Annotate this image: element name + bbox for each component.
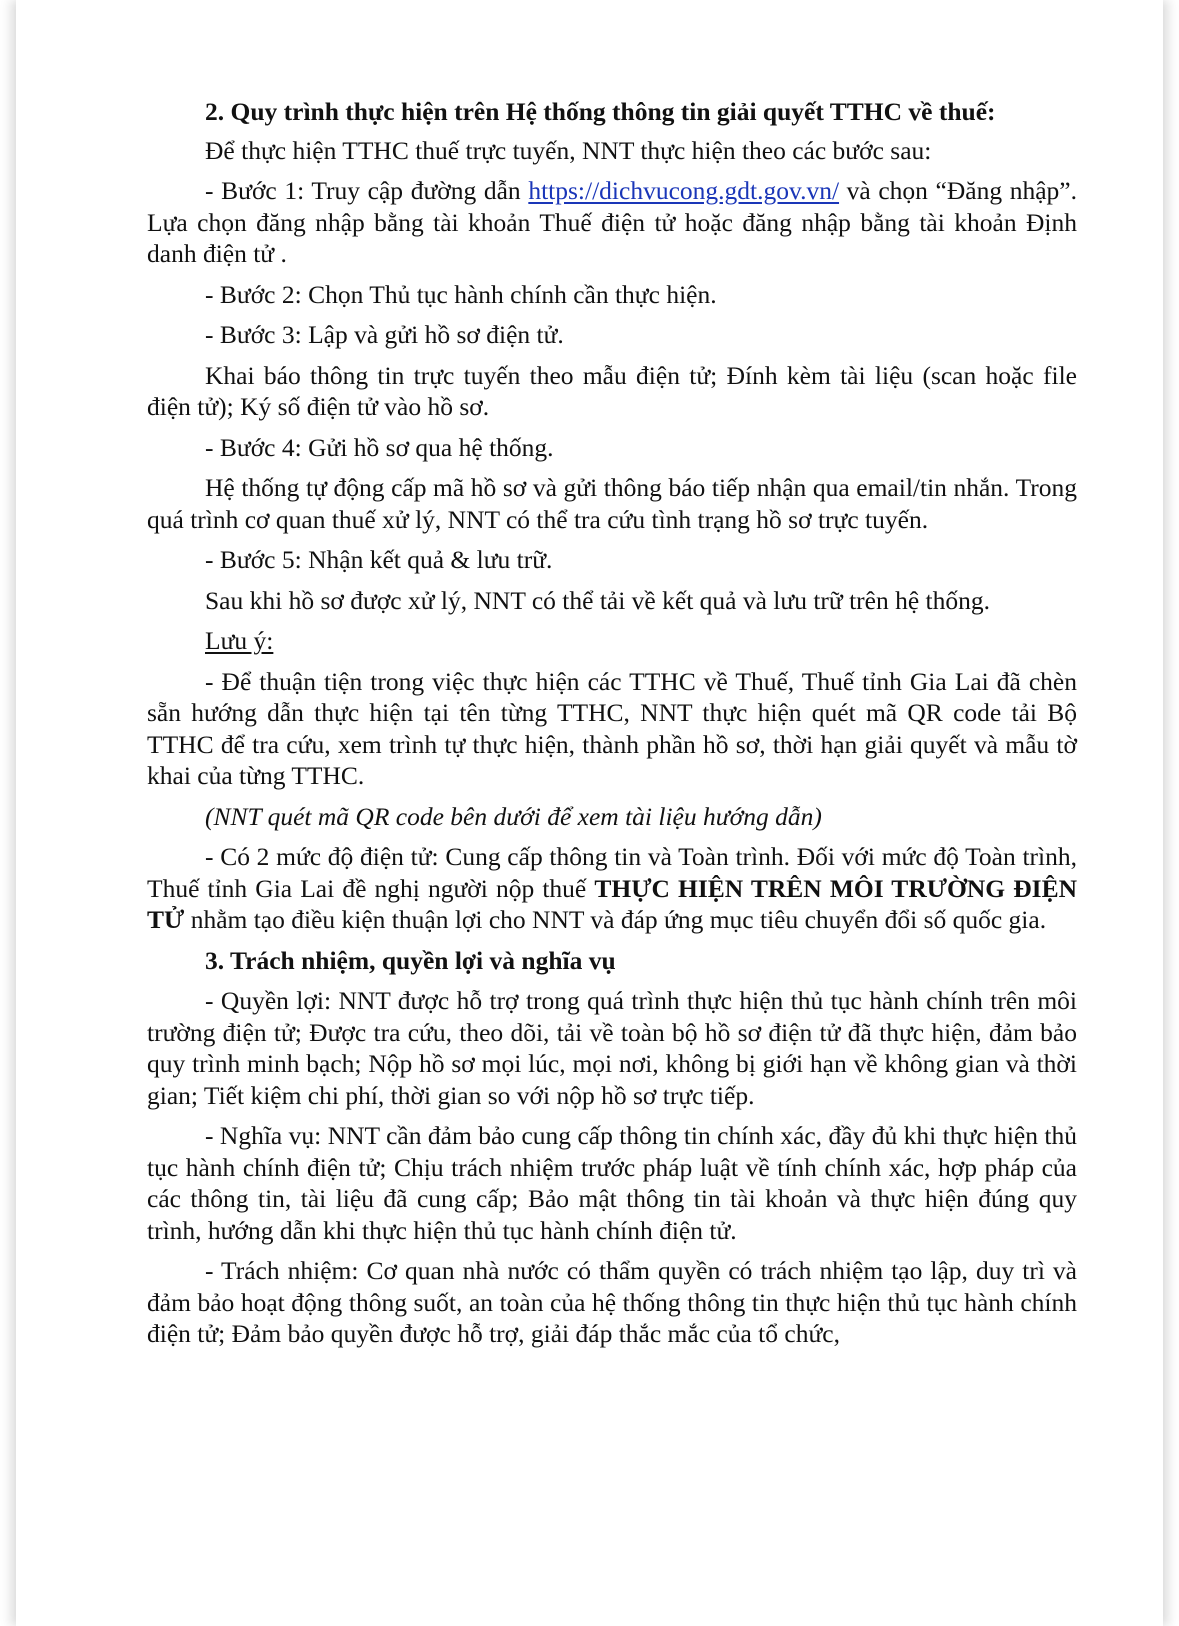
note-2-emphasis: THỰC HIỆN TRÊN MÔI TRƯỜNG ĐIỆN TỬ [147, 873, 1077, 934]
section-2-intro: Để thực hiện TTHC thuế trực tuyến, NNT thực hiện theo các bước sau: [205, 135, 932, 165]
step-1-paragraph [147, 175, 1077, 270]
step-3-paragraph: - Bước 3: Lập và gửi hồ sơ điện tử. [205, 320, 564, 349]
responsibility-paragraph: - Trách nhiệm: Cơ quan nhà nước có thẩm quyền có trách nhiệm tạo lập, duy trì và đảm bảo hoạt động thông suốt, an toàn của hệ thống thông tin thực hiện thủ tục hành chính điện tử; Đảm bảo quyền được hỗ trợ, giải đáp thắc mắc của tổ chức, [147, 1256, 1077, 1348]
note-2-paragraph [147, 841, 1077, 936]
section-2-heading [147, 96, 1077, 128]
note-label-line [147, 625, 1077, 657]
section-2-title: . Quy trình thực hiện trên Hệ thống thông tin giải quyết TTHC về thuế: [217, 97, 996, 126]
step-1-text-before: - Bước 1: Truy cập đường dẫn [205, 176, 529, 205]
step-4-paragraph: - Bước 4: Gửi hồ sơ qua hệ thống. [205, 432, 554, 462]
step-5-detail: Sau khi hồ sơ được xử lý, NNT có thể tải về kết quả và lưu trữ trên hệ thống. [205, 585, 991, 615]
note-label: Lưu ý: [205, 626, 274, 655]
obligations-paragraph: - Nghĩa vụ: NNT cần đảm bảo cung cấp thông tin chính xác, đầy đủ khi thực hiện thủ tục hành chính điện tử; Chịu trách nhiệm trước pháp luật về tính chính xác, hợp pháp của các thông tin, tài liệu đã cung cấp; Bảo mật thông tin tài khoản và thực hiện đúng quy trình, hướng dẫn khi thực hiện thủ tục hành chính điện tử. [147, 1121, 1077, 1245]
section-2-number: 2 [205, 97, 218, 126]
step-3-detail: Khai báo thông tin trực tuyến theo mẫu điện tử; Đính kèm tài liệu (scan hoặc file điện tử); Ký số điện tử vào hồ sơ. [147, 360, 1077, 421]
section-3-heading: 3. Trách nhiệm, quyền lợi và nghĩa vụ [205, 945, 616, 975]
step-1-text-after: và chọn “Đăng nhập”. Lựa chọn đăng nhập bằng tài khoản Thuế điện tử hoặc đăng nhập bằng tài khoản Định danh điện tử . [147, 176, 1078, 268]
note-2-text-before: - Có 2 mức độ điện tử: Cung cấp thông tin và Toàn trình. Đối với mức độ Toàn trình, Thuế tỉnh Gia Lai đề nghị người nộp thuế [147, 842, 1077, 903]
dichvucong-link[interactable]: https://dichvucong.gdt.gov.vn/ [528, 176, 840, 205]
step-2-paragraph: - Bước 2: Chọn Thủ tục hành chính cần thực hiện. [205, 279, 717, 309]
note-1-paragraph: - Để thuận tiện trong việc thực hiện các TTHC về Thuế, Thuế tỉnh Gia Lai đã chèn sẵn hướng dẫn thực hiện tại tên từng TTHC, NNT thực hiện quét mã QR code tải Bộ TTHC để tra cứu, xem trình tự thực hiện, thành phần hồ sơ, thời hạn giải quyết và mẫu tờ khai của từng TTHC. [147, 666, 1077, 790]
step-4-detail: Hệ thống tự động cấp mã hồ sơ và gửi thông báo tiếp nhận qua email/tin nhắn. Trong quá trình cơ quan thuế xử lý, NNT có thể tra cứu tình trạng hồ sơ trực tuyến. [147, 473, 1077, 534]
note-1-qr-instruction: (NNT quét mã QR code bên dưới để xem tài liệu hướng dẫn) [205, 801, 822, 831]
step-5-paragraph: - Bước 5: Nhận kết quả & lưu trữ. [205, 545, 553, 574]
note-2-text-after: nhằm tạo điều kiện thuận lợi cho NNT và đáp ứng mục tiêu chuyển đổi số quốc gia. [184, 905, 1047, 934]
rights-paragraph: - Quyền lợi: NNT được hỗ trợ trong quá trình thực hiện thủ tục hành chính trên môi trường điện tử; Được tra cứu, theo dõi, tải về toàn bộ hồ sơ điện tử đã thực hiện, đảm bảo quy trình minh bạch; Nộp hồ sơ mọi lúc, mọi nơi, không bị giới hạn về không gian và thời gian; Tiết kiệm chi phí, thời gian so với nộp hồ sơ trực tiếp. [147, 986, 1077, 1110]
document-content [147, 96, 1077, 1350]
document-page [16, 0, 1163, 1626]
